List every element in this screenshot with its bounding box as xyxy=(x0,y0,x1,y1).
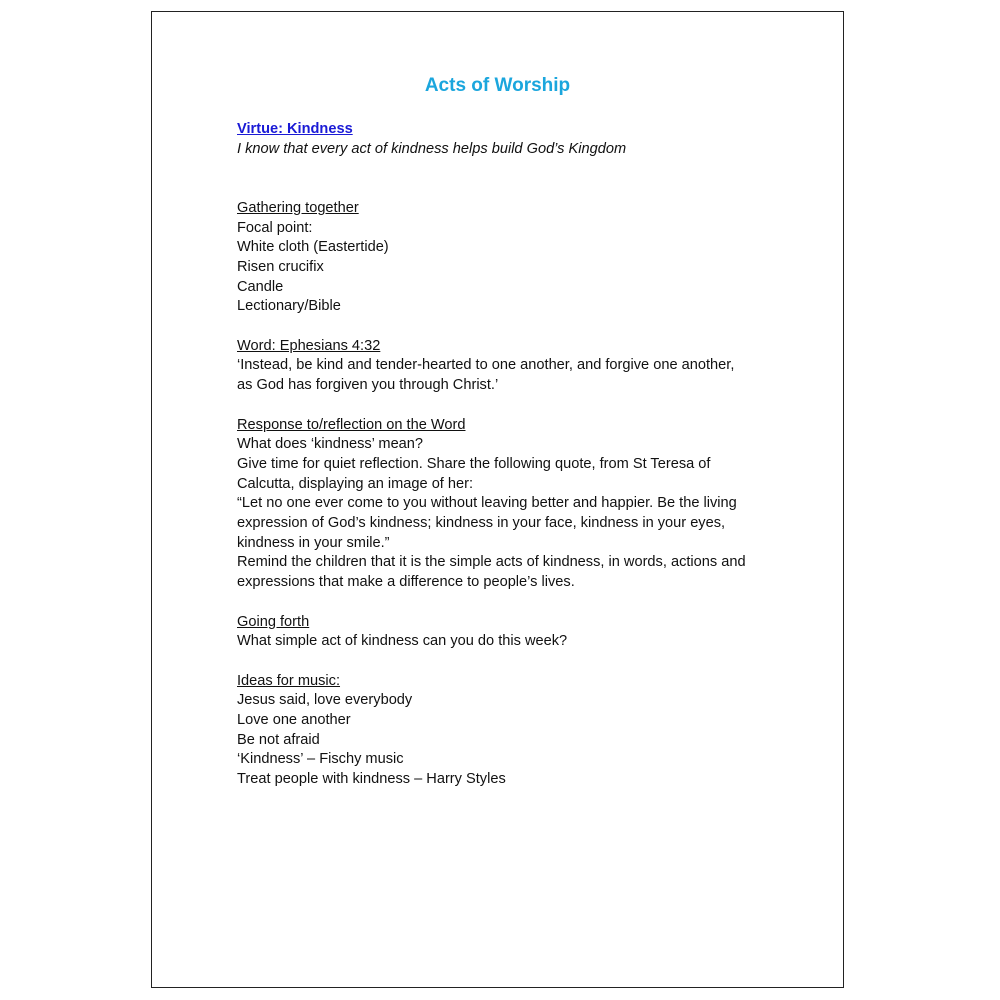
response-line: expressions that make a difference to people’s lives. xyxy=(237,574,575,591)
response-line: “Let no one ever come to you without leaving better and happier. Be the living xyxy=(237,495,737,512)
music-item: ‘Kindness’ – Fischy music xyxy=(237,751,404,768)
word-line: ‘Instead, be kind and tender-hearted to one another, and forgive one another, xyxy=(237,357,735,374)
response-line: expression of God’s kindness; kindness in your face, kindness in your eyes, xyxy=(237,515,726,532)
going-forth-line: What simple act of kindness can you do this week? xyxy=(237,633,568,650)
music-item: Be not afraid xyxy=(237,731,320,748)
response-line: Give time for quiet reflection. Share the following quote, from St Teresa of xyxy=(237,455,711,472)
music-item: Love one another xyxy=(237,712,351,729)
response-heading: Response to/reflection on the Word xyxy=(237,416,466,433)
gathering-line: Candle xyxy=(237,278,284,295)
word-heading: Word: Ephesians 4:32 xyxy=(237,337,381,354)
response-line: What does ‘kindness’ mean? xyxy=(237,436,424,453)
document-page xyxy=(151,11,844,988)
word-line: as God has forgiven you through Christ.’ xyxy=(237,377,499,394)
response-line: Calcutta, displaying an image of her: xyxy=(237,475,474,492)
virtue-statement: I know that every act of kindness helps build God’s Kingdom xyxy=(237,140,627,157)
gathering-line: White cloth (Eastertide) xyxy=(237,239,389,256)
response-line: Remind the children that it is the simple acts of kindness, in words, actions and xyxy=(237,554,746,571)
gathering-heading: Gathering together xyxy=(237,199,359,216)
page-title: Acts of Worship xyxy=(424,75,571,96)
music-item: Treat people with kindness – Harry Styles xyxy=(237,771,506,788)
gathering-line: Focal point: xyxy=(237,219,313,236)
response-line: kindness in your smile.” xyxy=(237,534,390,551)
music-item: Jesus said, love everybody xyxy=(237,692,413,709)
going-forth-heading: Going forth xyxy=(237,613,310,630)
music-heading: Ideas for music: xyxy=(237,672,341,689)
gathering-line: Risen crucifix xyxy=(237,258,324,275)
document-body xyxy=(237,120,797,790)
virtue-heading-link[interactable]: Virtue: Kindness xyxy=(237,121,353,137)
gathering-line: Lectionary/Bible xyxy=(237,298,341,315)
